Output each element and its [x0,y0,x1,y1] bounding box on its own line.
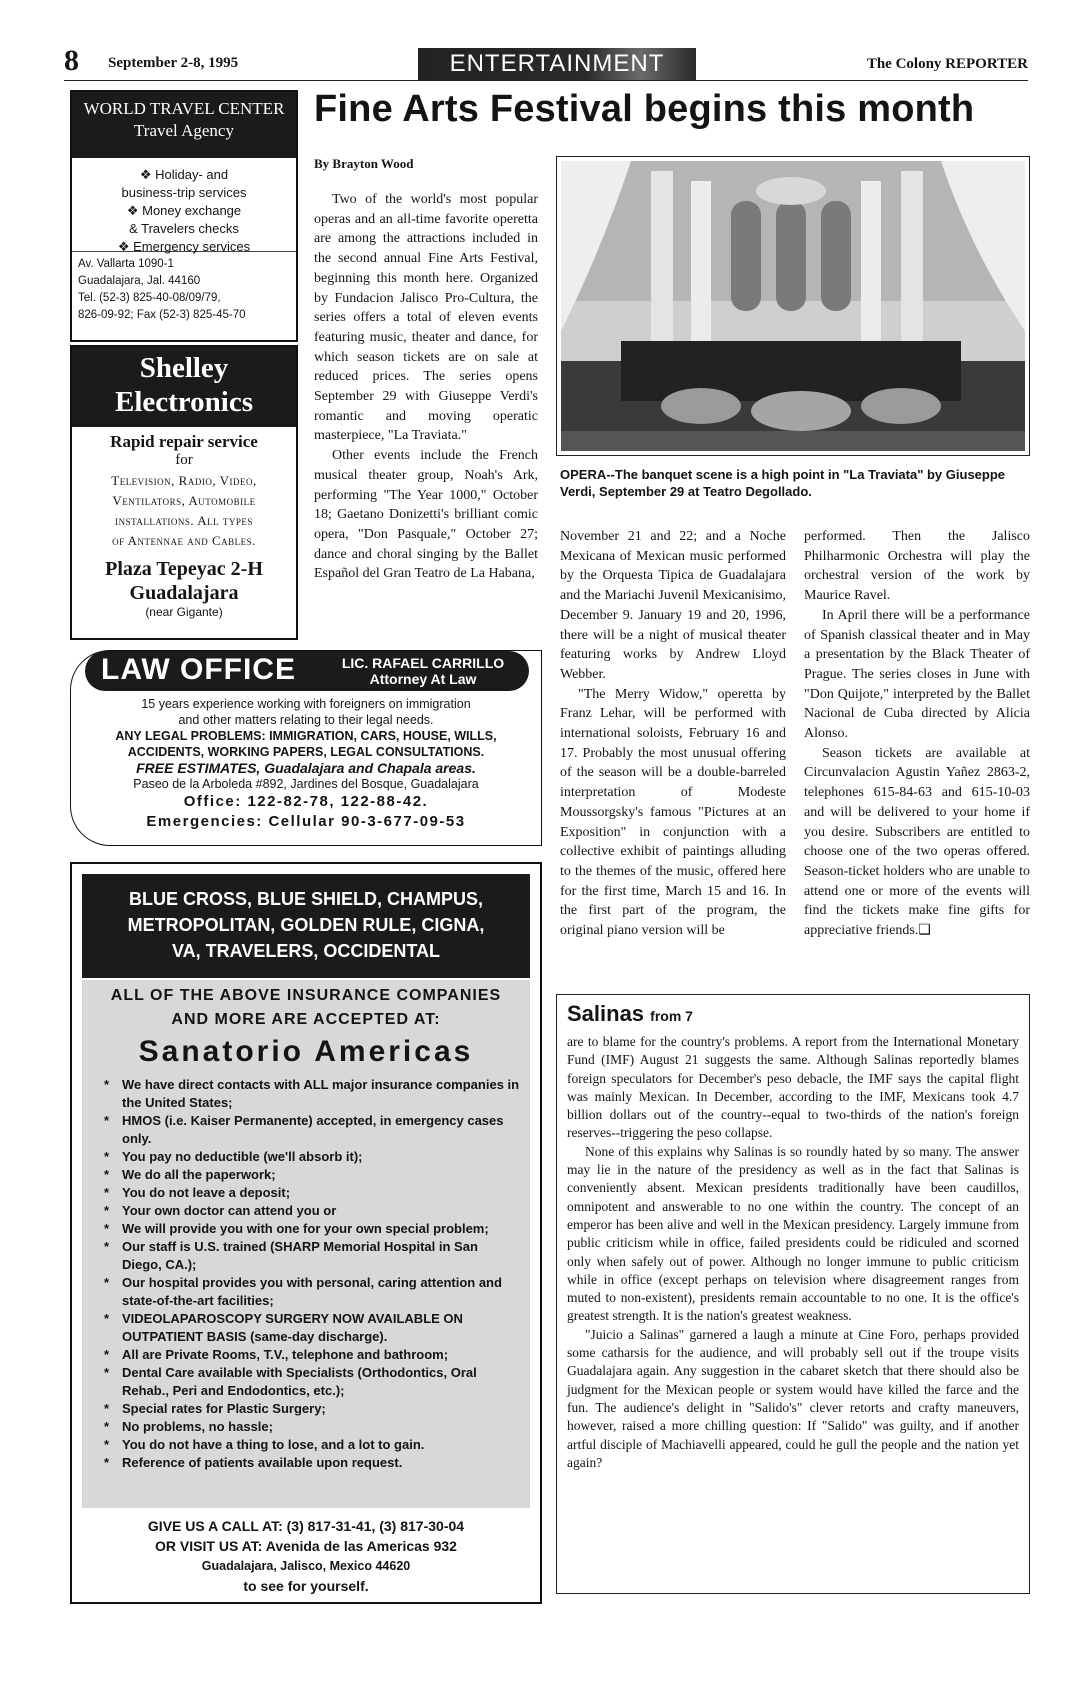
list-item: * Our staff is U.S. trained (SHARP Memorial Hospital in San Diego, CA.); [104,1238,520,1274]
salinas-paragraph: "Juicio a Salinas" garnered a laugh a minute at Cine Foro, perhaps provided some catharsis for the audience, and will probably sell out if the troupe visits Guadalajara again. Any suggestion in the cabaret sketch that there should also be judgment for the Mexican people or system would have killed the farce and the fun. The audience's delight in "Salido's" clever retorts and crafty maneuvers, however, raised a more chilling question: If "Salido" was guilty, and if another artful disciple of Machiavelli appeared, could he gull the people and the nation yet again? [567,1326,1019,1470]
law-office-ad [70,650,542,846]
list-item: * We have direct contacts with ALL major insurance companies in the United States; [104,1076,520,1112]
address-line: 826-09-92; Fax (52-3) 825-45-70 [78,309,246,321]
sanatorio-name: Sanatorio Americas [138,1035,474,1068]
law-office-title: LAW OFFICE [101,653,296,686]
page-number: 8 [64,44,79,77]
service-line: business-trip services [121,185,247,200]
benefits-list [82,1072,530,1472]
insurance-line: METROPOLITAN, GOLDEN RULE, CIGNA, [127,915,485,935]
insurance-line: VA, TRAVELERS, OCCIDENTAL [171,941,440,961]
law-line: and other matters relating to their legal needs. [178,713,434,727]
lawyer-role: Attorney At Law [369,671,477,687]
list-item: * VIDEOLAPAROSCOPY SURGERY NOW AVAILABLE ON OUTPATIENT BASIS (same-day discharge). [104,1310,520,1346]
list-item: * We will provide you with one for your own special problem; [104,1220,520,1238]
article-column-3 [804,527,1030,941]
list-item: * Reference of patients available upon request. [104,1454,520,1472]
service-line: ❖ Emergency services [117,239,251,254]
list-item: * We do all the paperwork; [104,1166,520,1184]
header-rule [64,80,1028,81]
location-line: Plaza Tepeyac 2-H [105,558,263,580]
insurance-line: BLUE CROSS, BLUE SHIELD, CHAMPUS, [128,889,484,909]
list-item: * You do not leave a deposit; [104,1184,520,1202]
shelley-electronics-ad [70,345,298,640]
article-paragraph: November 21 and 22; and a Noche Mexicana of Mexican music performed by the Orquesta Tipica de Guadalajara and the Mariachi Juvenil Mexicanisimo, December 9. January 19 and 20, 1996, there will be a night of musical theater featuring works by Andrew Lloyd Webber. [560,529,786,682]
list-item: * HMOS (i.e. Kaiser Permanente) accepted, in emergency cases only. [104,1112,520,1148]
list-item: * Your own doctor can attend you or [104,1202,520,1220]
opera-photo [556,156,1030,456]
contact-line: OR VISIT US AT: Avenida de las Americas 932 [155,1538,457,1554]
shelley-items [72,471,296,551]
article-paragraph: Two of the world's most popular operas and an all-time favorite operetta are among the attractions included in the second annual Fine Arts Festival, beginning this month here. Organized by Fundacion Jalisco Pro-Cultura, the series offers a total of eleven events featuring music, theater and dance, for which season tickets are on sale at reduced prices. The series opens September 29 with Giuseppe Verdi's romantic and moving operatic masterpiece, "La Traviata." [314,192,538,444]
lawyer-name: LIC. RAFAEL CARRILLO [341,655,505,671]
salinas-paragraph: None of this explains why Salinas is so roundly hated by so many. The answer may lie in the nature of the presidency as well as in the fact that Salinas is conveniently absent. Mexican presidents traditionally have been caudillos, omnipotent and answerable to no one within the country. The concept of an emperor has been alive and well in the Mexican presidency. Largely immune from public criticism while in office, failed presidents could be ridiculed and scorned only when safely out of power. Although no longer immune to public criticism while in office (except perhaps on television where disagreement ranges from muted to non-existent), presidents remain accountable to no one. It is the office's greatest strength. It is the nation's greatest weakness. [567,1143,1019,1324]
article-paragraph: Other events include the French musical theater group, Noah's Ark, performing "The Year 1000," October 18; Gaetano Donizetti's brilliant comic opera, "Don Pasquale," October 27; dance and choral singing by the Ballet Español del Gran Teatro de La Habana, [314,448,538,582]
list-item: * You do not have a thing to lose, and a lot to gain. [104,1436,520,1454]
shelley-title: Shelley [139,352,229,384]
law-office-phone: Office: 122-82-78, 122-88-42. [183,793,429,810]
shelley-subtitle: Electronics [115,386,253,418]
address-line: Guadalajara, Jal. 44160 [78,275,201,287]
list-item: * All are Private Rooms, T.V., telephone and bathroom; [104,1346,520,1364]
list-item: * You pay no deductible (we'll absorb it); [104,1148,520,1166]
article-paragraph: Season tickets are available at Circunvalacion Agustin Yañez 2863-2, telephones 615-84-63 and 615-10-03 and will be delivered to your home if you desire. Subscribers are entitled to choose one of the two operas offered. Season-ticket holders who are unable to attend one or more of the events will find the tickets make fine gifts for appreciative friends.❑ [804,745,1030,939]
law-emergency-phone: Emergencies: Cellular 90-3-677-09-53 [146,813,466,830]
salinas-continuation [556,994,1030,1594]
service-line: & Travelers checks [129,221,239,236]
accepted-text [82,980,530,1032]
contact-line: to see for yourself. [243,1578,369,1594]
location-line: Guadalajara [129,582,239,604]
item-line: installations. All types [115,513,253,528]
shelley-for: for [175,452,193,468]
accepted-line: ALL OF THE ABOVE INSURANCE COMPANIES [110,987,502,1004]
list-item: * Our hospital provides you with personal, caring attention and state-of-the-art facilities; [104,1274,520,1310]
world-travel-subtitle: Travel Agency [134,121,234,140]
list-item: * No problems, no hassle; [104,1418,520,1436]
accepted-line: AND MORE ARE ACCEPTED AT: [171,1011,441,1028]
address-line: Av. Vallarta 1090-1 [78,258,174,270]
salinas-body [567,1033,1019,1472]
insurance-contact [82,1512,530,1596]
article-byline: By Brayton Wood [314,156,414,171]
article-paragraph: In April there will be a performance of Spanish classical theater and in May a presentation by the Black Theater of Prague. The series closes in June with "Don Quijote," interpreted by the Ballet Nacional de Cuba directed by Alicia Alonso. [804,607,1030,742]
article-column-1 [314,190,538,584]
item-line: of Antennae and Cables. [112,533,256,548]
shelley-repair: Rapid repair service [110,432,258,451]
contact-line: Guadalajara, Jalisco, Mexico 44620 [201,1559,411,1573]
world-travel-header [72,92,296,158]
law-line: 15 years experience working with foreigners on immigration [141,697,471,711]
law-line: ANY LEGAL PROBLEMS: IMMIGRATION, CARS, HOUSE, WILLS, [115,729,497,743]
world-travel-address [72,252,296,328]
shelley-header [72,347,296,427]
shelley-location [72,557,296,605]
law-line: FREE ESTIMATES, Guadalajara and Chapala areas. [136,760,476,776]
list-item: * Special rates for Plastic Surgery; [104,1400,520,1418]
item-line: Ventilators, Automobile [112,493,256,508]
newspaper-name: The Colony REPORTER [866,56,1028,72]
shelley-near: (near Gigante) [145,605,223,619]
insurance-header [82,874,530,978]
section-banner: ENTERTAINMENT [418,48,696,80]
world-travel-ad [70,90,298,342]
service-line: ❖ Money exchange [126,203,242,218]
contact-line: GIVE US A CALL AT: (3) 817-31-41, (3) 817-30-04 [147,1518,465,1534]
opera-stage-image [561,161,1025,451]
law-office-banner [85,651,529,691]
article-column-2 [560,527,786,941]
law-line: ACCIDENTS, WORKING PAPERS, LEGAL CONSULTATIONS. [127,745,485,759]
world-travel-services [72,158,296,252]
address-line: Tel. (52-3) 825-40-08/09/79, [78,292,221,304]
article-headline: Fine Arts Festival begins this month [314,88,975,130]
service-line: ❖ Holiday- and [139,167,229,182]
law-office-lawyer [333,655,513,687]
list-item: * Dental Care available with Specialists (Orthodontics, Oral Rehab., Peri and Endodontics, etc.); [104,1364,520,1400]
item-line: Television, Radio, Video, [111,473,257,488]
law-line: Paseo de la Arboleda #892, Jardines del Bosque, Guadalajara [133,777,479,791]
article-paragraph: "The Merry Widow," operetta by Franz Lehar, will be performed with international soloists, February 16 and 17. Probably the most unusual offering of the season will be a double-barreled interpretation of Modeste Moussorgsky's famous "Pictures at an Exposition" in conjunction with a collective exhibit of paintings alluding to the themes of the music, offered here for the first time, March 15 and 16. In the first part of the program, the original piano version will be [560,686,786,939]
world-travel-title: WORLD TRAVEL CENTER [83,99,285,118]
salinas-heading: Salinas [567,1001,645,1026]
salinas-title [567,1001,693,1027]
sanatorio-americas-ad [70,862,542,1604]
continued-from: from 7 [650,1008,693,1024]
article-paragraph: performed. Then the Jalisco Philharmonic Orchestra will play the orchestral version of the work by Maurice Ravel. [804,529,1030,604]
insurance-body [82,980,530,1508]
law-office-details [71,696,541,832]
salinas-paragraph: are to blame for the country's problems. A report from the International Monetary Fund (IMF) August 21 suggests the same. Although Salinas reportedly blames foreign speculators for December's peso debacle, the IMF says the capital flight was mainly Mexican. In December, according to the IMF, Mexicans took 4.7 billion dollars out of the country--equal to two-thirds of the nation's foreign reserves--triggering the peso collapse. [567,1034,1019,1141]
issue-date: September 2-8, 1995 [108,55,239,71]
photo-caption: OPERA--The banquet scene is a high point in "La Traviata" by Giuseppe Verdi, September 29 at Teatro Degollado. [560,467,1006,499]
